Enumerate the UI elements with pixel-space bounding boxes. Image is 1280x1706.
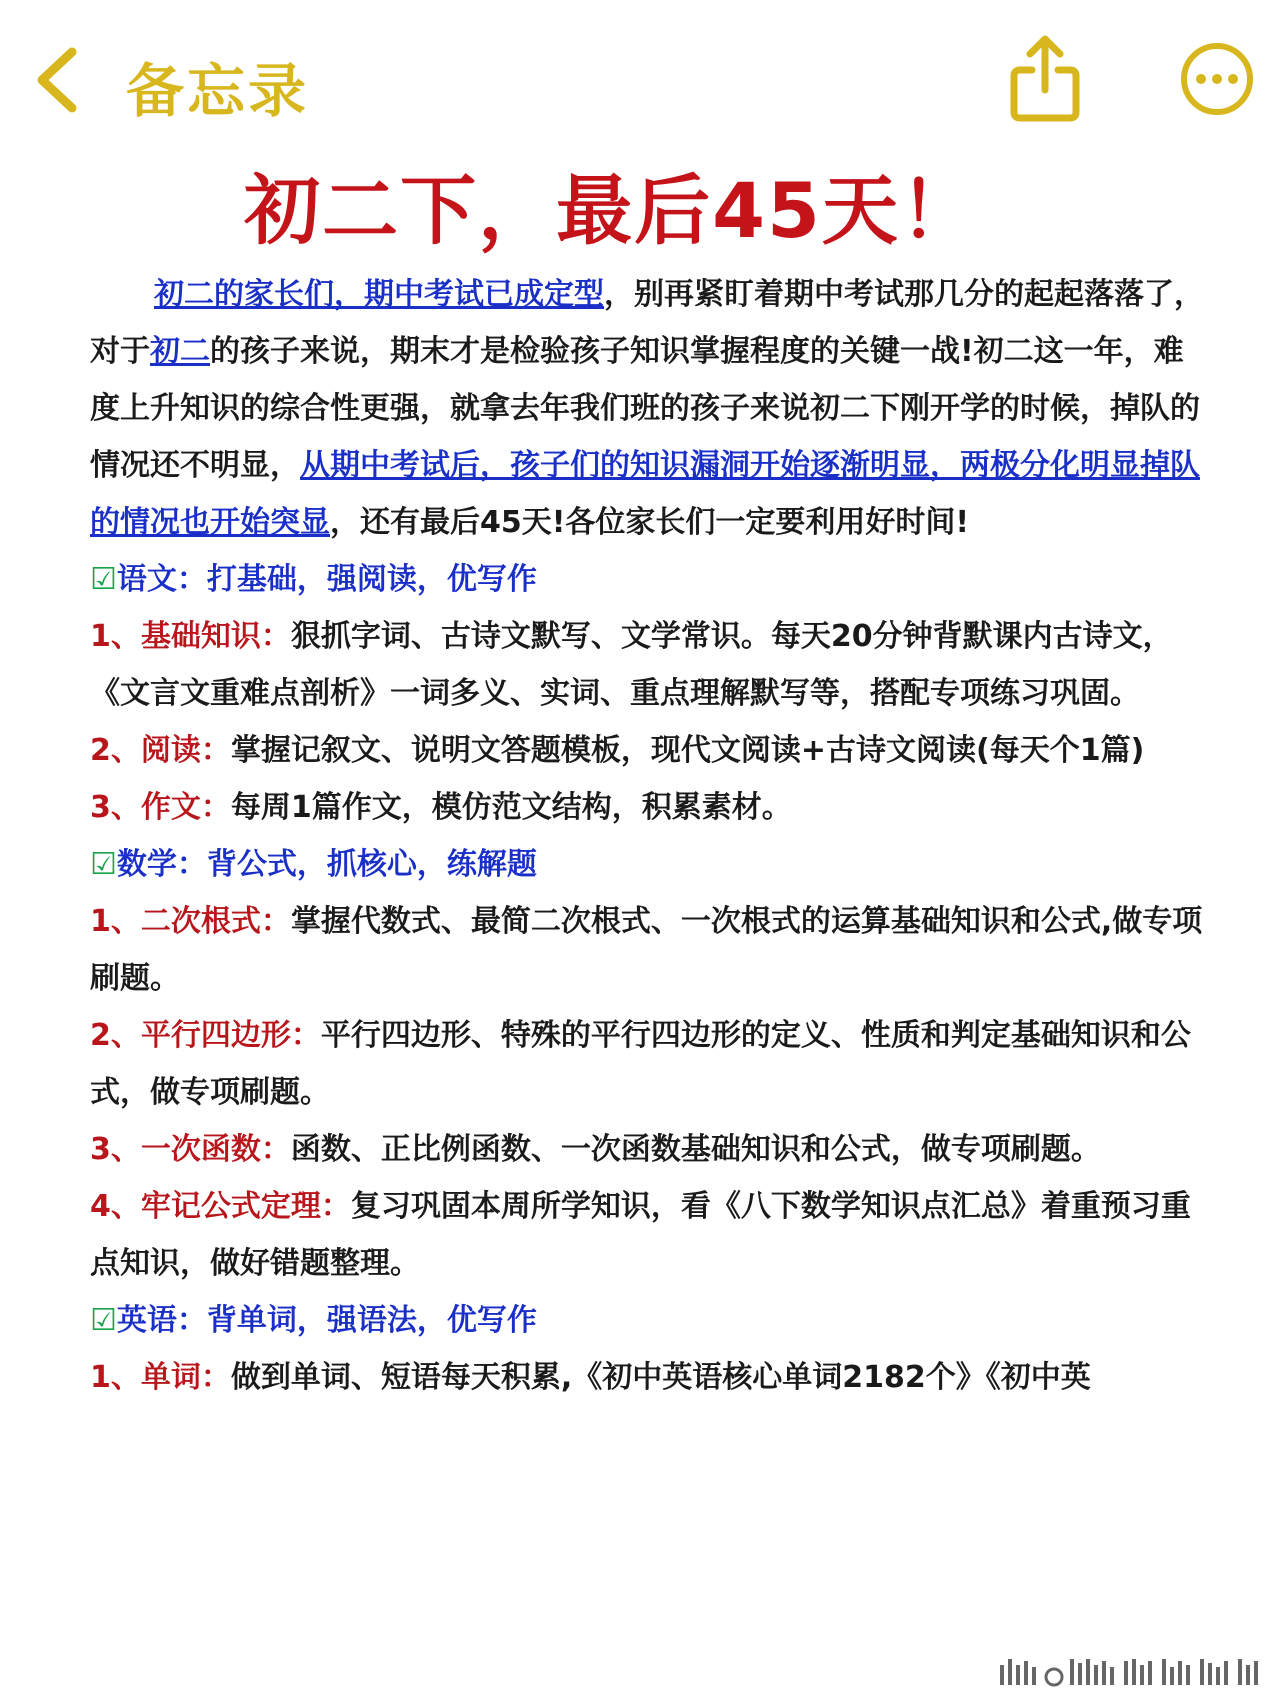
item-text: 做到单词、短语每天积累,《初中英语核心单词2182个》《初中英: [230, 1360, 1091, 1395]
nav-bar: [0, 0, 1280, 150]
list-item: [90, 722, 1208, 779]
share-button[interactable]: [1004, 30, 1086, 126]
intro-paragraph: [90, 266, 1208, 551]
list-item: [90, 1121, 1208, 1178]
list-item: [90, 1349, 1208, 1406]
item-text: 狠抓字词、古诗文默写、文学常识。每天20分钟背默课内古诗文，《文言文重难点剖析》一词多义、实词、重点理解默写等，搭配专项练习巩固。: [90, 619, 1173, 711]
nav-title[interactable]: 备忘录: [126, 57, 310, 125]
list-item: [90, 893, 1208, 1007]
intro-text-3: ，还有最后45天!各位家长们一定要利用好时间!: [330, 505, 970, 540]
item-text: 平行四边形、特殊的平行四边形的定义、性质和判定基础知识和公式，做专项刷题。: [90, 1018, 1191, 1110]
item-label: 2、平行四边形：: [90, 1018, 321, 1053]
back-button[interactable]: [28, 40, 88, 120]
item-label: 1、基础知识：: [90, 619, 291, 654]
item-label: 4、牢记公式定理：: [90, 1189, 351, 1224]
list-item: [90, 779, 1208, 836]
page-title: 初二下，最后45天！: [244, 166, 978, 255]
checkbox-icon: ☑: [90, 562, 117, 597]
section-heading-text: 英语：背单词，强语法，优写作: [116, 1303, 537, 1338]
section-heading-english: [90, 1292, 1208, 1349]
share-icon: [1004, 30, 1086, 126]
intro-text-1: ，别再紧盯着期中考试那几分的起起落落了，对于: [90, 277, 1204, 369]
section-heading-math: [90, 836, 1208, 893]
item-text: 每周1篇作文，模仿范文结构，积累素材。: [230, 790, 792, 825]
item-text: 掌握记叙文、说明文答题模板，现代文阅读+古诗文阅读(每天个1篇): [230, 733, 1145, 768]
item-label: 1、单词：: [90, 1360, 231, 1395]
section-heading-text: 数学：背公式，抓核心，练解题: [116, 847, 537, 882]
item-label: 1、二次根式：: [90, 904, 291, 939]
checkbox-icon: ☑: [90, 847, 117, 882]
intro-text-2: 的孩子来说，期末才是检验孩子知识掌握程度的关键一战!初二这一年，难度上升知识的综合性更强，就拿去年我们班的孩子来说初二下刚开学的时候，掉队的情况还不明显，: [90, 334, 1200, 483]
watermark-logo: [996, 1655, 1264, 1687]
section-heading-text: 语文：打基础，强阅读，优写作: [116, 562, 537, 597]
list-item: [90, 608, 1208, 722]
intro-link-3[interactable]: 从期中考试后，孩子们的知识漏洞开始逐渐明显，两极分化明显掉队的情况也开始突显: [90, 448, 1200, 540]
item-text: 掌握代数式、最简二次根式、一次根式的运算基础知识和公式,做专项刷题。: [90, 904, 1203, 996]
section-heading-chinese: [90, 551, 1208, 608]
intro-link-2[interactable]: 初二: [150, 334, 210, 369]
item-label: 2、阅读：: [90, 733, 231, 768]
item-text: 函数、正比例函数、一次函数基础知识和公式，做专项刷题。: [290, 1132, 1101, 1167]
chevron-left-icon: [28, 40, 88, 120]
ellipsis-circle-icon: [1178, 40, 1256, 118]
item-text: 复习巩固本周所学知识，看《八下数学知识点汇总》着重预习重点知识，做好错题整理。: [90, 1189, 1191, 1281]
note-content: [90, 266, 1208, 1406]
intro-link-1[interactable]: 初二的家长们，期中考试已成定型: [154, 277, 604, 312]
more-button[interactable]: [1178, 40, 1256, 118]
item-label: 3、作文：: [90, 790, 231, 825]
list-item: [90, 1007, 1208, 1121]
item-label: 3、一次函数：: [90, 1132, 291, 1167]
checkbox-icon: ☑: [90, 1303, 117, 1338]
list-item: [90, 1178, 1208, 1292]
